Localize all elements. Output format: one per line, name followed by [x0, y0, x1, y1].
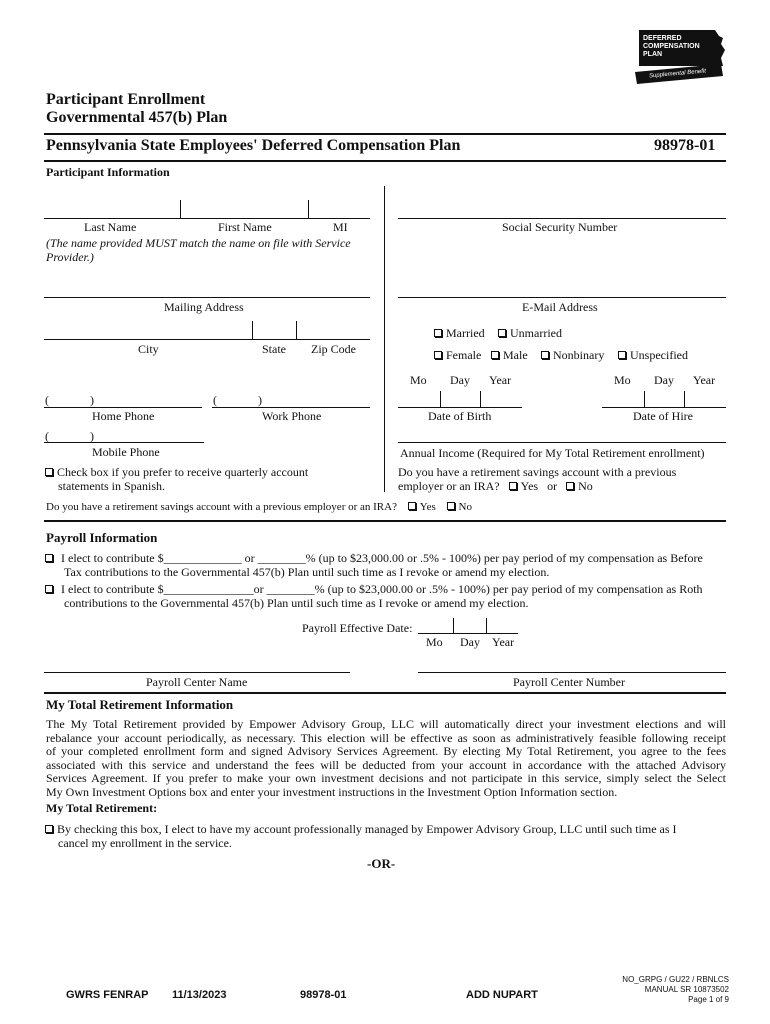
effective-mo-label: Mo — [426, 635, 443, 649]
effective-day-label: Day — [460, 635, 480, 649]
nonbinary-option[interactable]: Nonbinary — [541, 348, 604, 363]
footer-date: 11/13/2023 — [172, 989, 227, 1001]
mtr-option[interactable]: By checking this box, I elect to have my account professionally managed by Empower Advisory Group, LLC until such time as I — [45, 822, 677, 837]
doh-year-label: Year — [693, 373, 716, 387]
footer-right2: MANUAL SR 10873502 — [644, 985, 729, 994]
last-name-label: Last Name — [84, 220, 137, 234]
roth-line2: contributions to the Governmental 457(b) Plan until such time as I revoke or amend my election. — [64, 596, 529, 610]
spanish-statements-option[interactable]: Check box if you prefer to receive quarterly account — [45, 465, 308, 480]
email-field[interactable] — [398, 297, 726, 298]
email-label: E-Mail Address — [522, 300, 598, 314]
zip-label: Zip Code — [311, 342, 356, 356]
mtr-checkbox[interactable] — [45, 825, 53, 833]
mobile-phone-field[interactable] — [44, 442, 204, 443]
mi-label: MI — [333, 220, 348, 234]
unspecified-checkbox[interactable] — [618, 351, 626, 359]
prev-account-no[interactable]: No — [566, 479, 593, 493]
home-phone-area-open: ( — [45, 393, 49, 407]
ssn-field[interactable] — [398, 218, 726, 219]
payroll-center-number-field[interactable] — [418, 672, 726, 673]
plan-logo — [635, 28, 727, 86]
page-number: Page 1 of 9 — [688, 995, 729, 1004]
footer-add: ADD NUPART — [466, 989, 538, 1001]
footer-right-info — [560, 975, 729, 1005]
prev-account-question-line2: employer or an IRA? Yes or No — [398, 479, 593, 493]
payroll-center-number-label: Payroll Center Number — [513, 675, 625, 689]
dob-mo-label: Mo — [410, 373, 427, 387]
logo-ribbon: Supplemental Benefit — [648, 68, 707, 80]
page-title-line1: Participant Enrollment — [46, 91, 206, 108]
mailing-address-label: Mailing Address — [164, 300, 244, 314]
prev-account-yes-checkbox[interactable] — [509, 482, 517, 490]
logo-line1: DEFERRED — [643, 35, 682, 42]
spanish-checkbox[interactable] — [45, 468, 53, 476]
payroll-center-name-label: Payroll Center Name — [146, 675, 248, 689]
prev-account-yes[interactable]: Yes — [509, 479, 538, 493]
or-divider: -OR- — [367, 856, 396, 871]
work-phone-area-open: ( — [213, 393, 217, 407]
doh-field[interactable] — [602, 407, 726, 408]
effective-year-label: Year — [492, 635, 515, 649]
work-phone-area-close: ) — [258, 393, 262, 407]
home-phone-label: Home Phone — [92, 409, 155, 423]
spanish-statements-line2: statements in Spanish. — [58, 479, 165, 493]
logo-line2: COMPENSATION — [643, 43, 700, 50]
dob-label: Date of Birth — [428, 409, 492, 423]
prev-account-full-yes-checkbox[interactable] — [408, 502, 416, 510]
nonbinary-checkbox[interactable] — [541, 351, 549, 359]
home-phone-area-close: ) — [90, 393, 94, 407]
before-tax-option[interactable]: I elect to contribute $_____________ or ________% (up to $23,000.00 or .5% - 100%) per pay period of my compensation as Before — [45, 551, 703, 566]
male-option[interactable]: Male — [491, 348, 528, 363]
annual-income-field[interactable] — [398, 442, 726, 443]
payroll-effective-date-label: Payroll Effective Date: — [302, 621, 413, 635]
mobile-phone-area-open: ( — [45, 429, 49, 443]
female-option[interactable]: Female — [434, 348, 481, 363]
mobile-phone-area-close: ) — [90, 429, 94, 443]
married-option[interactable]: Married — [434, 326, 485, 341]
prev-account-full-no-checkbox[interactable] — [447, 502, 455, 510]
section-payroll-info: Payroll Information — [46, 530, 158, 545]
prev-account-full-no[interactable]: No — [447, 501, 472, 513]
doh-mo-label: Mo — [614, 373, 631, 387]
ssn-label: Social Security Number — [502, 220, 618, 234]
prev-account-question-full: Do you have a retirement savings account with a previous employer or an IRA? Yes No — [46, 501, 472, 513]
doh-label: Date of Hire — [633, 409, 693, 423]
footer-form-code: GWRS FENRAP — [66, 989, 149, 1001]
mtr-option-line2: cancel my enrollment in the service. — [58, 836, 232, 850]
prev-account-full-yes[interactable]: Yes — [408, 501, 436, 513]
roth-option[interactable]: I elect to contribute $_______________or ________% (up to $23,000.00 or .5% - 100%) per pay period of my compensation as Roth — [45, 582, 703, 597]
unspecified-option[interactable]: Unspecified — [618, 348, 688, 363]
doh-day-label: Day — [654, 373, 674, 387]
unmarried-checkbox[interactable] — [498, 329, 506, 337]
unmarried-option[interactable]: Unmarried — [498, 326, 562, 341]
state-label: State — [262, 342, 286, 356]
section-mtr-info: My Total Retirement Information — [46, 697, 234, 712]
payroll-center-name-field[interactable] — [44, 672, 350, 673]
footer-right1: NO_GRPG / GU22 / RBNLCS — [622, 975, 729, 984]
mtr-subheading: My Total Retirement: — [46, 801, 158, 815]
name-field[interactable] — [44, 218, 370, 219]
male-checkbox[interactable] — [491, 351, 499, 359]
work-phone-label: Work Phone — [262, 409, 322, 423]
prev-account-question-line1: Do you have a retirement savings account with a previous — [398, 465, 677, 479]
mailing-address-field[interactable] — [44, 297, 370, 298]
roth-checkbox[interactable] — [45, 585, 53, 593]
work-phone-field[interactable] — [212, 407, 370, 408]
mobile-phone-label: Mobile Phone — [92, 445, 160, 459]
page-title-line2: Governmental 457(b) Plan — [46, 109, 228, 126]
first-name-label: First Name — [218, 220, 272, 234]
female-checkbox[interactable] — [434, 351, 442, 359]
married-checkbox[interactable] — [434, 329, 442, 337]
city-state-zip-field[interactable] — [44, 339, 370, 340]
annual-income-label: Annual Income (Required for My Total Retirement enrollment) — [400, 446, 705, 460]
mtr-description: The My Total Retirement provided by Empower Advisory Group, LLC will automatically direct your investment elections and will rebalance your account periodically, as necessary. This election will be effective as soon as administratively feasible following receipt of your completed enrollment form and signed Advisory Services Agreement. By electing My Total Retirement, you agree to the fees associated with this service and understand the fees will be deducted from your account in accordance with the attached Advisory Services Agreement. If you prefer to make your own investment decisions and not participate in this service, simply select the Select My Own Investment Options box and enter your investment instructions in the Investment Option Information section. — [46, 717, 726, 799]
logo-line3: PLAN — [643, 51, 663, 58]
plan-name: Pennsylvania State Employees' Deferred Compensation Plan — [46, 137, 461, 154]
prev-account-no-checkbox[interactable] — [566, 482, 574, 490]
dob-field[interactable] — [398, 407, 522, 408]
dob-year-label: Year — [489, 373, 512, 387]
city-label: City — [138, 342, 159, 356]
dob-day-label: Day — [450, 373, 470, 387]
footer-plan-number: 98978-01 — [300, 989, 347, 1001]
home-phone-field[interactable] — [44, 407, 202, 408]
plan-number: 98978-01 — [654, 137, 716, 154]
section-participant-info: Participant Information — [46, 165, 170, 179]
before-tax-checkbox[interactable] — [45, 554, 53, 562]
before-tax-line2: Tax contributions to the Governmental 457(b) Plan until such time as I revoke or amend my election. — [64, 565, 550, 579]
payroll-effective-date-field[interactable] — [418, 633, 518, 634]
name-note: (The name provided MUST match the name on file with Service Provider.) — [46, 236, 351, 264]
